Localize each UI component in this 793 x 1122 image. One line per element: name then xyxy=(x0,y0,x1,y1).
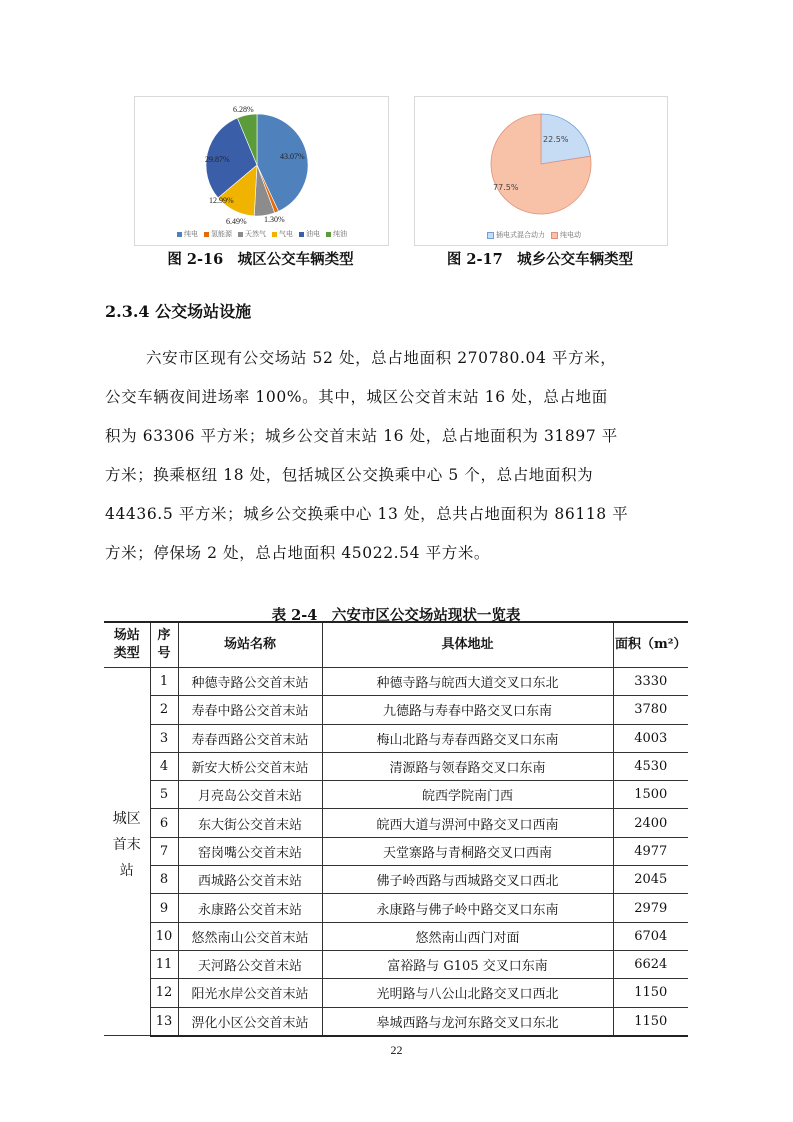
legend-item xyxy=(487,230,545,240)
legend-item xyxy=(551,230,581,240)
cell-number: 9 xyxy=(150,894,178,922)
paragraph-line: 方米；停保场 2 处，总占地面积 45022.54 平方米。 xyxy=(105,544,491,562)
legend-label: 油电 xyxy=(306,230,320,238)
legend-label: 天然气 xyxy=(245,230,266,238)
legend-swatch xyxy=(326,232,331,237)
cell-address: 皋城西路与龙河东路交叉口东北 xyxy=(322,1007,613,1036)
cell-station-name: 永康路公交首末站 xyxy=(178,894,322,922)
legend-label: 纯电 xyxy=(184,230,198,238)
cell-address: 皖西大道与淠河中路交叉口西南 xyxy=(322,809,613,837)
cell-address: 富裕路与 G105 交叉口东南 xyxy=(322,950,613,978)
header-station-name: 场站名称 xyxy=(178,622,322,668)
cell-station-name: 天河路公交首末站 xyxy=(178,950,322,978)
pie-chart-urban xyxy=(135,97,388,245)
table-row xyxy=(104,979,688,1007)
cell-number: 4 xyxy=(150,752,178,780)
cell-station-name: 东大街公交首末站 xyxy=(178,809,322,837)
cell-area: 3330 xyxy=(613,668,688,696)
paragraph-line: 方米；换乘枢纽 18 处，包括城区公交换乘中心 5 个，总占地面积为 xyxy=(105,466,594,484)
cell-station-name: 悠然南山公交首末站 xyxy=(178,922,322,950)
section-title: 2.3.4 公交场站设施 xyxy=(105,302,252,321)
legend-swatch xyxy=(177,232,182,237)
chart-legend-rural xyxy=(487,230,581,240)
cell-number: 13 xyxy=(150,1007,178,1036)
cell-address: 光明路与八公山北路交叉口西北 xyxy=(322,979,613,1007)
table-row xyxy=(104,837,688,865)
cell-number: 11 xyxy=(150,950,178,978)
cell-number: 8 xyxy=(150,866,178,894)
cell-number: 10 xyxy=(150,922,178,950)
legend-item xyxy=(204,229,232,239)
legend-swatch xyxy=(487,232,494,239)
table-title: 表 2-4 六安市区公交场站现状一览表 xyxy=(271,607,521,624)
cell-address: 天堂寨路与青桐路交叉口西南 xyxy=(322,837,613,865)
pie-data-label: 6.49% xyxy=(226,217,247,226)
paragraph-line: 积为 63306 平方米；城乡公交首末站 16 处，总占地面积为 31897 平 xyxy=(105,427,618,445)
cell-area: 6704 xyxy=(613,922,688,950)
cell-area: 2045 xyxy=(613,866,688,894)
legend-item xyxy=(272,229,293,239)
legend-label: 纯油 xyxy=(333,230,347,238)
chart-rural-bus-types xyxy=(414,96,668,246)
chart-urban-bus-types xyxy=(134,96,389,246)
cell-station-name: 新安大桥公交首末站 xyxy=(178,752,322,780)
cell-number: 7 xyxy=(150,837,178,865)
legend-item xyxy=(238,229,266,239)
cell-station-name: 种德寺路公交首末站 xyxy=(178,668,322,696)
cell-area: 4003 xyxy=(613,724,688,752)
page-number: 22 xyxy=(390,1043,403,1057)
chart-legend-urban xyxy=(177,229,347,239)
group-label-urban-terminal: 城区 首末 站 xyxy=(104,668,150,1036)
cell-area: 4530 xyxy=(613,752,688,780)
cell-address: 佛子岭西路与西城路交叉口西北 xyxy=(322,866,613,894)
cell-area: 1500 xyxy=(613,781,688,809)
cell-station-name: 寿春西路公交首末站 xyxy=(178,724,322,752)
paragraph-line: 44436.5 平方米；城乡公交换乘中心 13 处，总共占地面积为 86118 平 xyxy=(105,505,629,523)
pie-data-label: 29.87% xyxy=(205,155,230,164)
pie-data-label: 22.5% xyxy=(543,135,569,144)
header-station-type: 场站 类型 xyxy=(104,622,150,668)
legend-swatch xyxy=(551,232,558,239)
pie-data-label: 6.28% xyxy=(233,105,254,114)
cell-number: 3 xyxy=(150,724,178,752)
cell-number: 5 xyxy=(150,781,178,809)
pie-data-label: 77.5% xyxy=(493,183,519,192)
cell-number: 12 xyxy=(150,979,178,1007)
cell-area: 3780 xyxy=(613,696,688,724)
legend-swatch xyxy=(272,232,277,237)
cell-address: 梅山北路与寿春西路交叉口东南 xyxy=(322,724,613,752)
cell-station-name: 月亮岛公交首末站 xyxy=(178,781,322,809)
figure-caption-2-17: 图 2-17 城乡公交车辆类型 xyxy=(446,251,634,268)
pie-data-label: 12.99% xyxy=(209,196,234,205)
cell-address: 九德路与寿春中路交叉口东南 xyxy=(322,696,613,724)
cell-area: 4977 xyxy=(613,837,688,865)
table-row xyxy=(104,950,688,978)
table-row xyxy=(104,668,688,696)
header-address: 具体地址 xyxy=(322,622,613,668)
legend-label: 氢能源 xyxy=(211,230,232,238)
legend-label: 纯电动 xyxy=(560,231,581,239)
legend-swatch xyxy=(204,232,209,237)
cell-station-name: 西城路公交首末站 xyxy=(178,866,322,894)
table-header-row xyxy=(104,622,688,668)
legend-item xyxy=(299,229,320,239)
cell-address: 皖西学院南门西 xyxy=(322,781,613,809)
cell-number: 6 xyxy=(150,809,178,837)
stations-table xyxy=(104,621,688,1037)
cell-area: 1150 xyxy=(613,1007,688,1036)
table-row xyxy=(104,696,688,724)
table-row xyxy=(104,922,688,950)
header-number: 序 号 xyxy=(150,622,178,668)
cell-station-name: 寿春中路公交首末站 xyxy=(178,696,322,724)
cell-station-name: 窑岗嘴公交首末站 xyxy=(178,837,322,865)
header-area: 面积（m²） xyxy=(613,622,688,668)
legend-item xyxy=(177,229,198,239)
legend-swatch xyxy=(299,232,304,237)
cell-station-name: 淠化小区公交首末站 xyxy=(178,1007,322,1036)
cell-address: 悠然南山西门对面 xyxy=(322,922,613,950)
pie-chart-rural xyxy=(415,97,667,245)
legend-swatch xyxy=(238,232,243,237)
table-row xyxy=(104,894,688,922)
table-body xyxy=(104,668,688,1036)
table-row xyxy=(104,809,688,837)
cell-address: 清源路与领春路交叉口东南 xyxy=(322,752,613,780)
pie-data-label: 1.30% xyxy=(264,215,285,224)
paragraph-line: 六安市区现有公交场站 52 处，总占地面积 270780.04 平方米， xyxy=(146,349,617,367)
cell-address: 永康路与佛子岭中路交叉口东南 xyxy=(322,894,613,922)
table-row xyxy=(104,724,688,752)
cell-area: 2979 xyxy=(613,894,688,922)
table-row xyxy=(104,781,688,809)
cell-number: 2 xyxy=(150,696,178,724)
table-row xyxy=(104,866,688,894)
cell-area: 6624 xyxy=(613,950,688,978)
table-row xyxy=(104,1007,688,1036)
legend-label: 气电 xyxy=(279,230,293,238)
legend-label: 插电式混合动力 xyxy=(496,231,545,239)
table-row xyxy=(104,752,688,780)
cell-number: 1 xyxy=(150,668,178,696)
legend-item xyxy=(326,229,347,239)
cell-area: 2400 xyxy=(613,809,688,837)
cell-station-name: 阳光水岸公交首末站 xyxy=(178,979,322,1007)
cell-area: 1150 xyxy=(613,979,688,1007)
pie-data-label: 43.07% xyxy=(280,152,305,161)
cell-address: 种德寺路与皖西大道交叉口东北 xyxy=(322,668,613,696)
figure-caption-2-16: 图 2-16 城区公交车辆类型 xyxy=(167,251,354,268)
paragraph-line: 公交车辆夜间进场率 100%。其中，城区公交首末站 16 处，总占地面 xyxy=(105,388,608,406)
